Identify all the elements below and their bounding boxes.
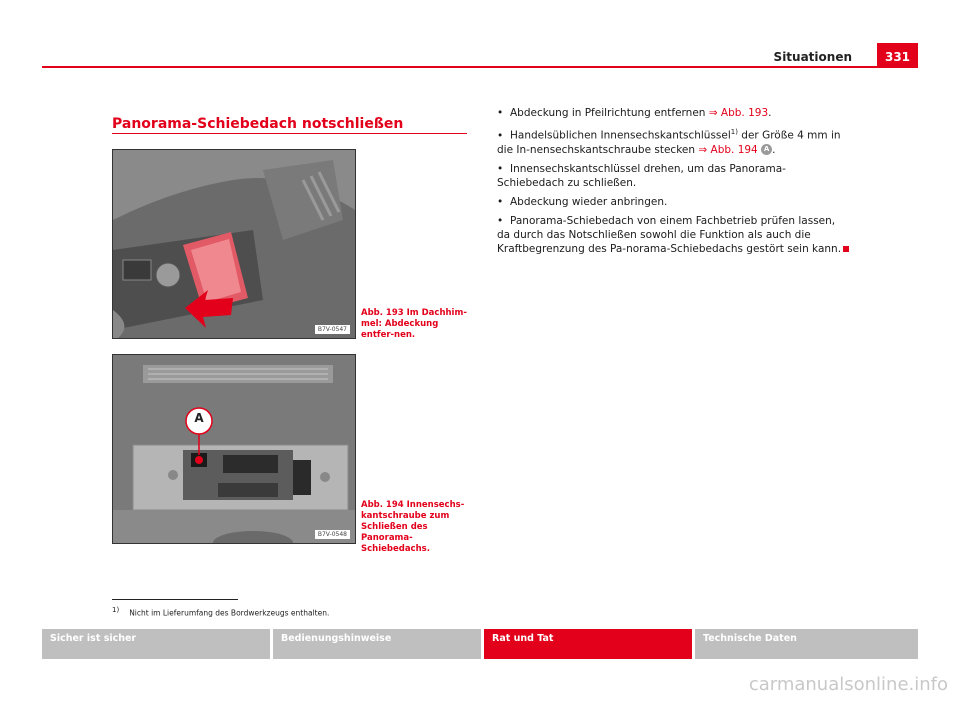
step-item: • Panorama-Schiebedach von einem Fachbetrieb prüfen lassen, da durch das Notschließen sowohl die Funktion als auch die Kraftbegrenzung des Pa-norama-Schiebedachs gestört sein kann. <box>497 214 849 256</box>
section-rule <box>112 133 467 134</box>
step-item: • Innensechskantschlüssel drehen, um das Panorama-Schiebedach zu schließen. <box>497 162 786 189</box>
figure-link[interactable]: ⇒ Abb. 194 <box>698 143 758 156</box>
nav-tab-technische-daten[interactable]: Technische Daten <box>695 629 918 659</box>
callout-badge: A <box>761 144 772 155</box>
section-title: Panorama-Schiebedach notschließen <box>112 116 404 132</box>
figure-link[interactable]: ⇒ Abb. 193 <box>708 107 769 119</box>
chapter-nav <box>42 629 918 659</box>
step-item: • Abdeckung wieder anbringen. <box>497 195 668 208</box>
figure-code: B7V-0547 <box>315 325 350 334</box>
figure-194-caption: Abb. 194 Innensechs-kantschraube zum Schließen des Panorama-Schiebedachs. <box>361 500 465 554</box>
callout-a: A <box>194 411 204 425</box>
chapter-title: Situationen <box>773 50 852 64</box>
nav-tab-rat-und-tat[interactable]: Rat und Tat <box>484 629 692 659</box>
figure-194 <box>112 354 356 544</box>
footnote-rule <box>112 599 238 600</box>
figure-code: B7V-0548 <box>315 530 350 539</box>
figure-194-illustration <box>113 355 355 543</box>
figure-193-illustration <box>113 150 355 338</box>
nav-tab-sicher-ist-sicher[interactable]: Sicher ist sicher <box>42 629 270 659</box>
figure-193-caption: Abb. 193 Im Dachhim-mel: Abdeckung entfer-nen. <box>361 308 467 340</box>
footnote: $^{1)}$ Nicht im Lieferumfang des Bordwerkzeugs enthalten. <box>112 606 330 618</box>
step-item: • Handelsüblichen Innensechskantschlüssel$^{1)}$ der Größe 4 mm in die In-nensechskantschraube stecken ⇒ Abb. 194 A . <box>497 128 841 156</box>
watermark: carmanualsonline.info <box>748 674 948 695</box>
step-list <box>497 106 849 261</box>
page-number: 331 <box>877 43 918 67</box>
end-of-section-marker <box>843 246 849 252</box>
footnote-ref[interactable]: 1) <box>730 128 738 136</box>
header-rule <box>42 66 918 68</box>
step-item: • Abdeckung in Pfeilrichtung entfernen ⇒ Abb. 193. <box>497 107 772 119</box>
nav-tab-bedienungshinweise[interactable]: Bedienungshinweise <box>273 629 481 659</box>
figure-193 <box>112 149 356 339</box>
